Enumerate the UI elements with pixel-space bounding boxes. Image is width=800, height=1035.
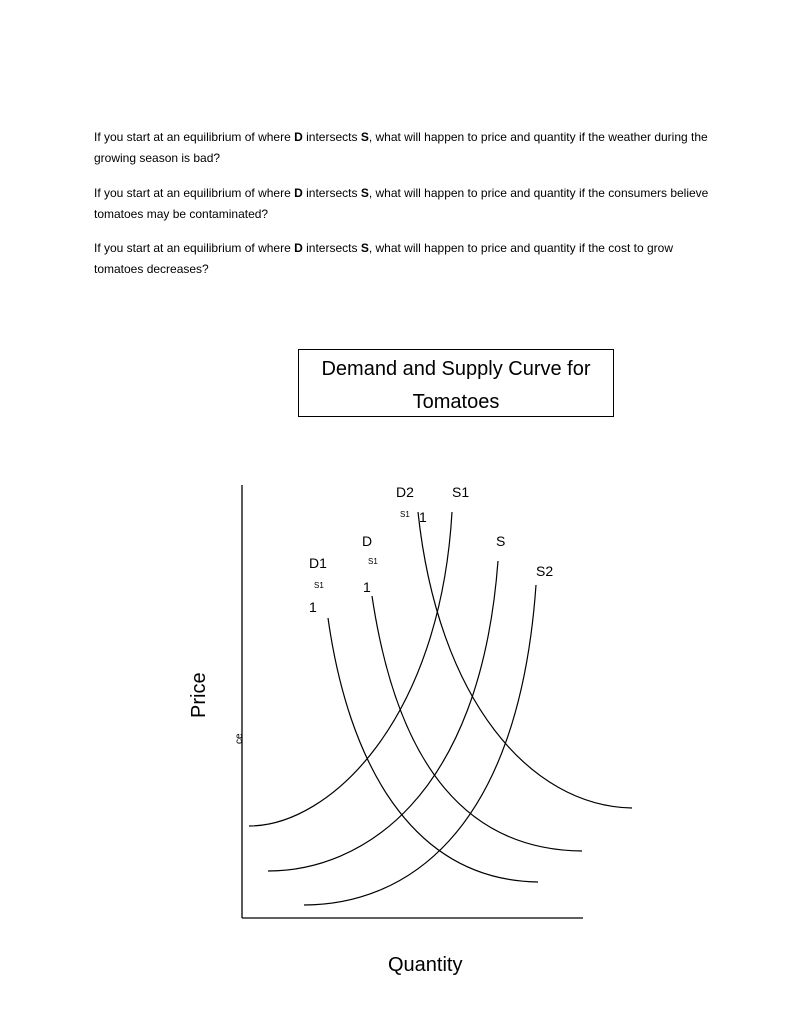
question-text: If you start at an equilibrium of where — [94, 130, 295, 144]
label-s1: S1 — [452, 484, 470, 500]
label-d1-s1-small: S1 — [314, 581, 324, 590]
question-text: , what will happen to price and quantity if the weather during the growing season is bad? — [94, 130, 708, 165]
question-text: intersects — [302, 186, 361, 200]
question-text: , what will happen to price and quantity if the consumers believe tomatoes may be contaminated? — [94, 186, 709, 221]
label-d-s1-small: S1 — [368, 557, 378, 566]
y-axis-label: Price — [188, 672, 210, 718]
label-s2: S2 — [536, 563, 554, 579]
label-d2-s1-small: S1 — [400, 510, 410, 519]
demand-curve-d1 — [328, 618, 538, 882]
supply-curve-s — [268, 561, 498, 871]
label-d1: D1 — [309, 555, 327, 571]
x-axis-label: Quantity — [388, 954, 463, 976]
question-text: If you start at an equilibrium of where — [94, 241, 295, 255]
question-text: intersects — [302, 241, 361, 255]
graph-title-line-1: Demand and Supply Curve for — [321, 358, 591, 380]
label-s: S — [496, 533, 506, 549]
supply-term: S — [360, 241, 369, 255]
graph-title-line-2: Tomatoes — [412, 391, 500, 413]
label-d-one: 1 — [363, 579, 371, 595]
label-d2: D2 — [396, 484, 414, 500]
y-axis-fragment: ce — [234, 733, 245, 744]
demand-curve-d2 — [418, 512, 632, 808]
supply-term: S — [360, 130, 369, 144]
label-d: D — [362, 533, 373, 549]
question-text: , what will happen to price and quantity if the cost to grow tomatoes decreases? — [94, 241, 673, 276]
demand-term: D — [294, 241, 303, 255]
question-text: intersects — [302, 130, 361, 144]
supply-curve-s1 — [249, 512, 452, 826]
label-d2-one: 1 — [419, 509, 427, 525]
demand-term: D — [294, 130, 303, 144]
question-text: If you start at an equilibrium of where — [94, 186, 295, 200]
supply-term: S — [360, 186, 369, 200]
demand-term: D — [294, 186, 303, 200]
label-d1-one: 1 — [309, 599, 317, 615]
